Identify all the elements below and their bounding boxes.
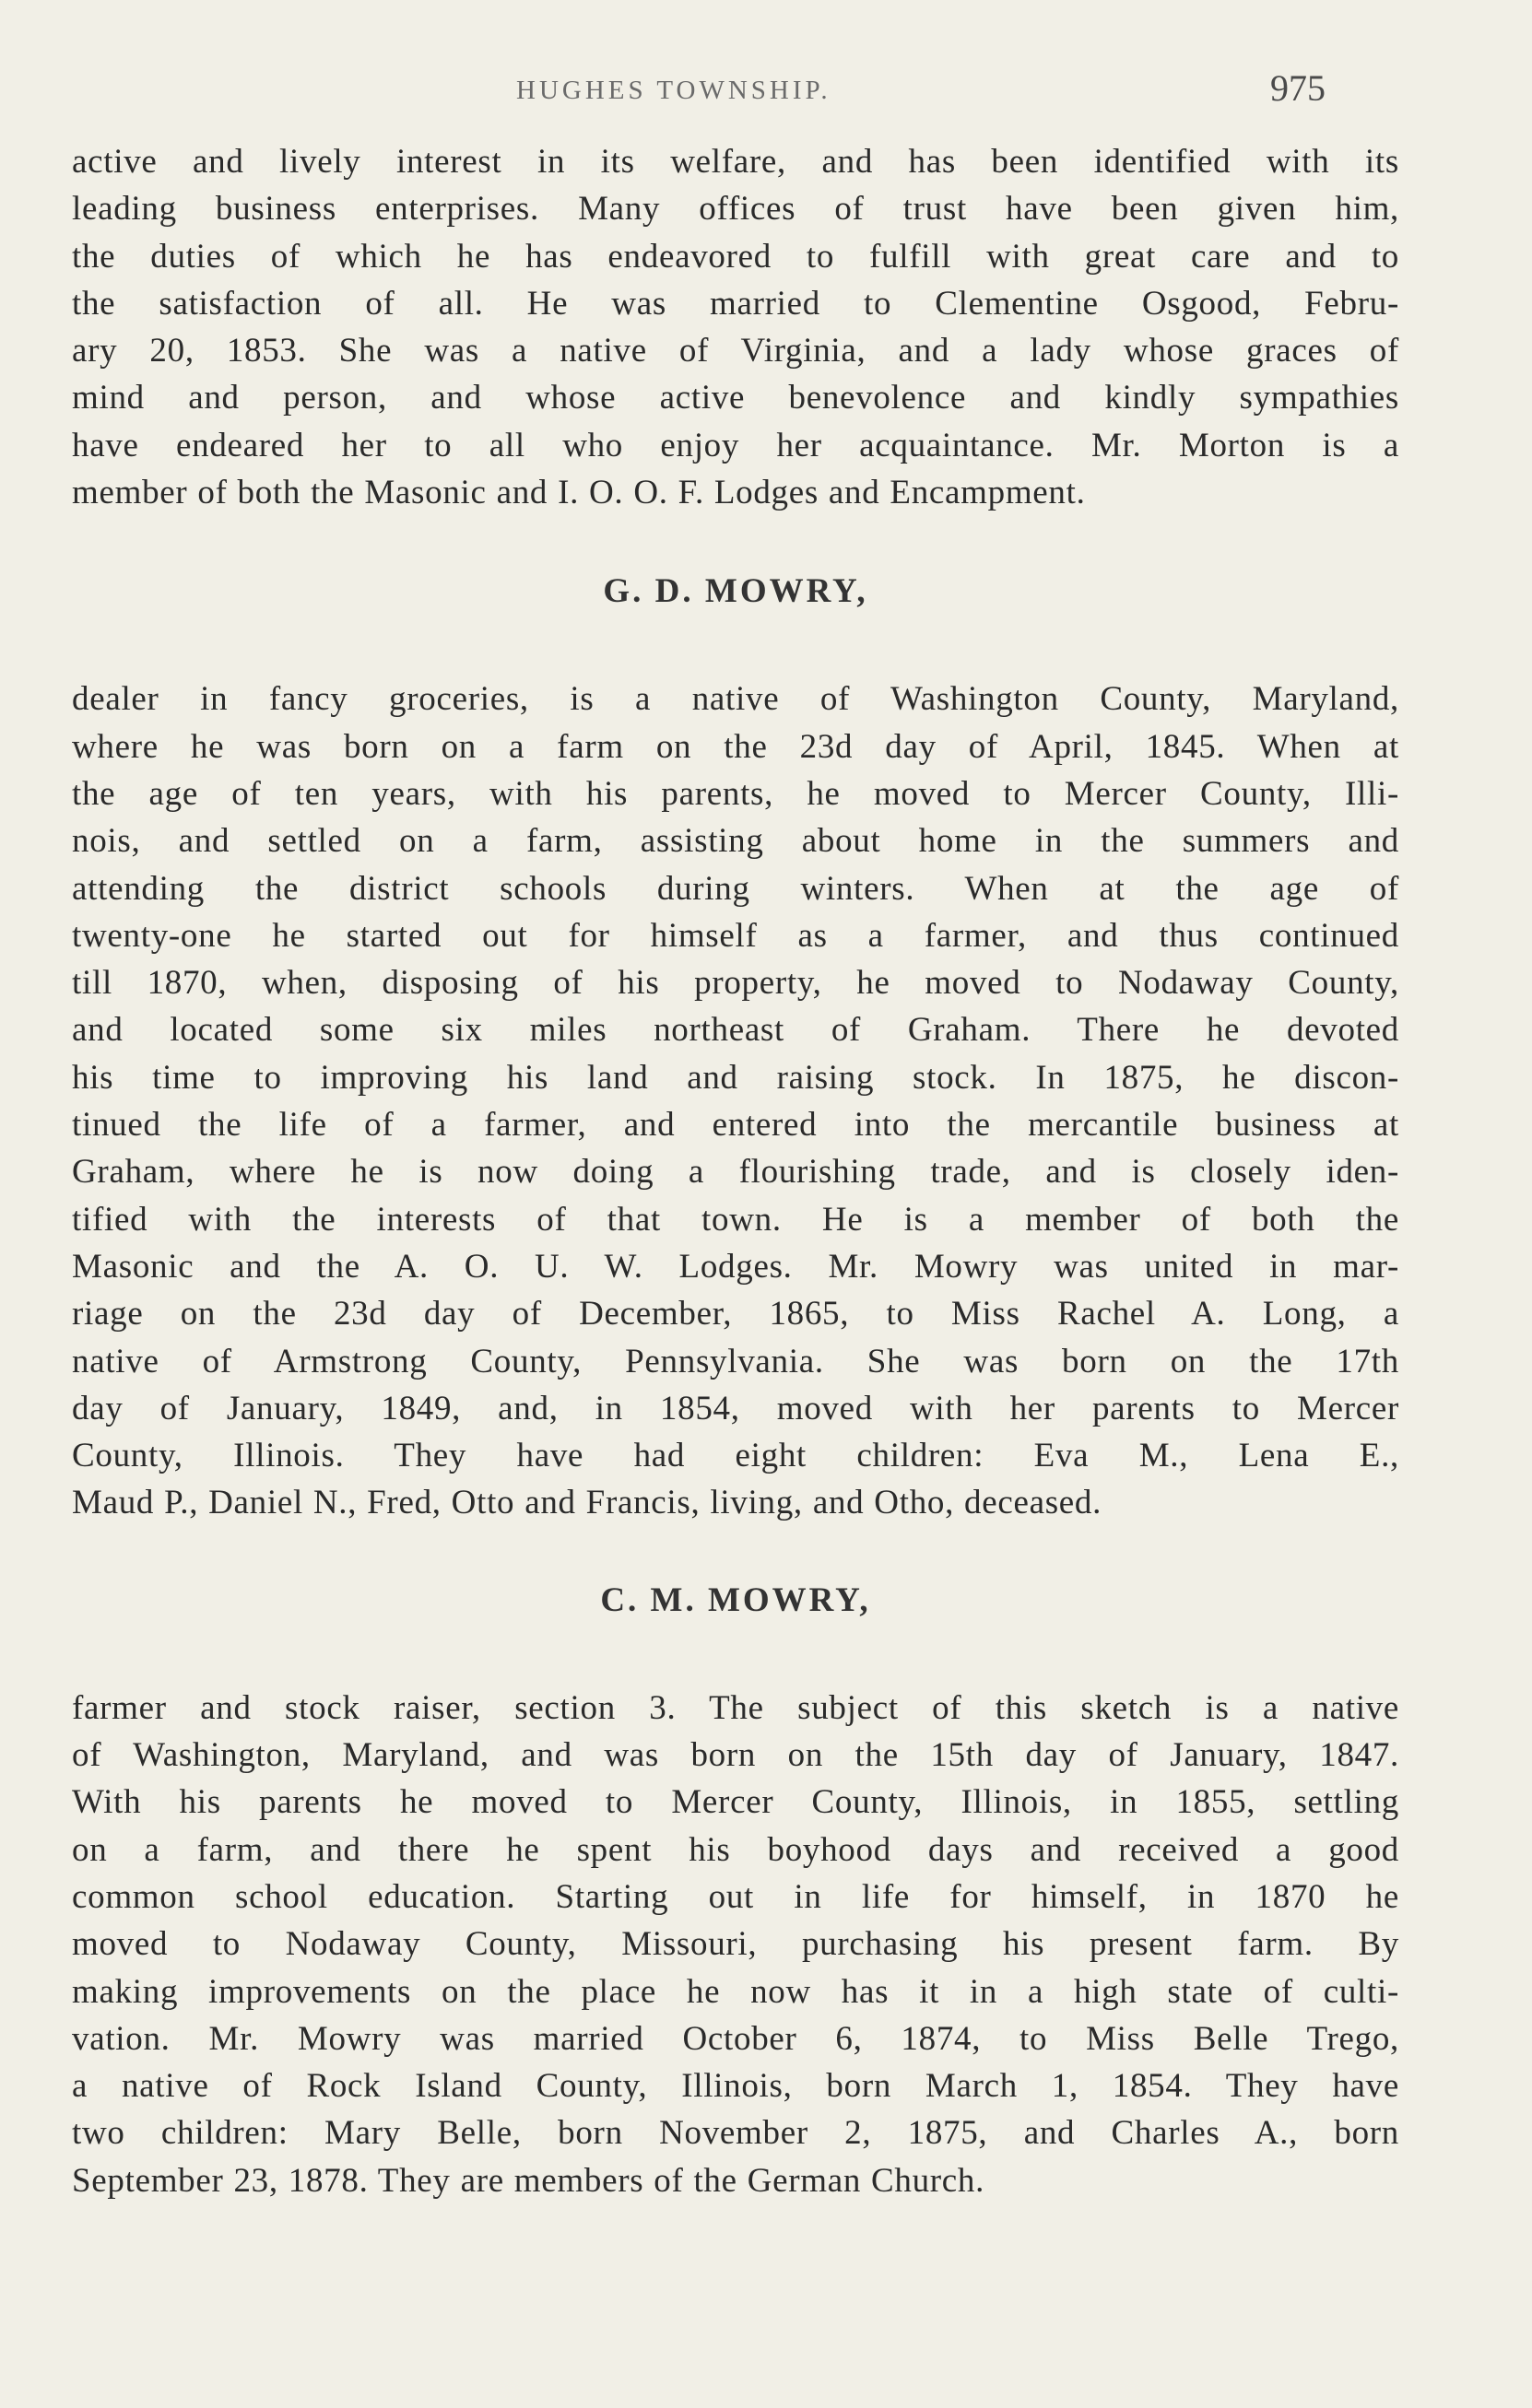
text-line: where he was born on a farm on the 23d day of April, 1845. When at	[72, 727, 1399, 766]
gd-mowry-paragraph	[72, 675, 1399, 1526]
text-line: the duties of which he has endeavored to fulfill with great care and to	[72, 237, 1399, 276]
text-line: Graham, where he is now doing a flourishing trade, and is closely iden-	[72, 1153, 1399, 1192]
text-line: of Washington, Maryland, and was born on the 15th day of January, 1847.	[72, 1736, 1399, 1775]
text-line: leading business enterprises. Many offices of trust have been given him,	[72, 190, 1399, 229]
text-line: native of Armstrong County, Pennsylvania. She was born on the 17th	[72, 1342, 1399, 1380]
cm-mowry-paragraph	[72, 1685, 1399, 2204]
text-line: his time to improving his land and raising stock. In 1875, he discon-	[72, 1058, 1399, 1097]
text-line: September 23, 1878. They are members of the German Church.	[72, 2161, 985, 2200]
text-line: two children: Mary Belle, born November 2, 1875, and Charles A., born	[72, 2114, 1399, 2153]
text-line: nois, and settled on a farm, assisting about home in the summers and	[72, 822, 1399, 861]
text-line: tified with the interests of that town. He is a member of both the	[72, 1200, 1399, 1239]
page-number: 975	[1270, 67, 1326, 109]
text-line: County, Illinois. They have had eight children: Eva M., Lena E.,	[72, 1437, 1399, 1475]
text-line: and located some six miles northeast of Graham. There he devoted	[72, 1011, 1399, 1050]
text-line: making improvements on the place he now has it in a high state of culti-	[72, 1972, 1399, 2011]
text-line: tinued the life of a farmer, and entered into the mercantile business at	[72, 1106, 1399, 1145]
text-line: Maud P., Daniel N., Fred, Otto and Francis, living, and Otho, deceased.	[72, 1484, 1102, 1522]
text-line: active and lively interest in its welfare, and has been identified with its	[72, 143, 1399, 181]
text-line: attending the district schools during winters. When at the age of	[72, 869, 1399, 908]
text-line: the satisfaction of all. He was married to Clementine Osgood, Febru-	[72, 284, 1399, 323]
text-line: twenty-one he started out for himself as a farmer, and thus continued	[72, 916, 1399, 955]
intro-paragraph	[72, 138, 1399, 516]
text-line: day of January, 1849, and, in 1854, moved with her parents to Mercer	[72, 1389, 1399, 1427]
text-line: common school education. Starting out in life for himself, in 1870 he	[72, 1877, 1399, 1916]
text-line: a native of Rock Island County, Illinois, born March 1, 1854. They have	[72, 2067, 1399, 2106]
page-header	[0, 65, 1532, 120]
text-line: Masonic and the A. O. U. W. Lodges. Mr. Mowry was united in mar-	[72, 1247, 1399, 1286]
section-heading-gd-mowry: G. D. MOWRY,	[603, 572, 868, 611]
text-line: farmer and stock raiser, section 3. The subject of this sketch is a native	[72, 1688, 1399, 1727]
text-line: ary 20, 1853. She was a native of Virginia, and a lady whose graces of	[72, 332, 1399, 370]
text-line: moved to Nodaway County, Missouri, purchasing his present farm. By	[72, 1925, 1399, 1964]
text-line: dealer in fancy groceries, is a native of Washington County, Maryland,	[72, 680, 1399, 719]
text-line: the age of ten years, with his parents, he moved to Mercer County, Illi-	[72, 774, 1399, 813]
text-line: riage on the 23d day of December, 1865, to Miss Rachel A. Long, a	[72, 1295, 1399, 1333]
text-line: member of both the Masonic and I. O. O. F. Lodges and Encampment.	[72, 474, 1086, 512]
text-line: mind and person, and whose active benevolence and kindly sympathies	[72, 379, 1399, 417]
text-line: With his parents he moved to Mercer County, Illinois, in 1855, settling	[72, 1783, 1399, 1822]
text-line: vation. Mr. Mowry was married October 6, 1874, to Miss Belle Trego,	[72, 2019, 1399, 2058]
text-line: till 1870, when, disposing of his property, he moved to Nodaway County,	[72, 964, 1399, 1003]
text-line: have endeared her to all who enjoy her acquaintance. Mr. Morton is a	[72, 426, 1399, 464]
text-line: on a farm, and there he spent his boyhood days and received a good	[72, 1830, 1399, 1869]
section-heading-cm-mowry: C. M. MOWRY,	[600, 1580, 871, 1619]
page-body	[72, 138, 1399, 2204]
running-head: HUGHES TOWNSHIP.	[516, 76, 831, 105]
